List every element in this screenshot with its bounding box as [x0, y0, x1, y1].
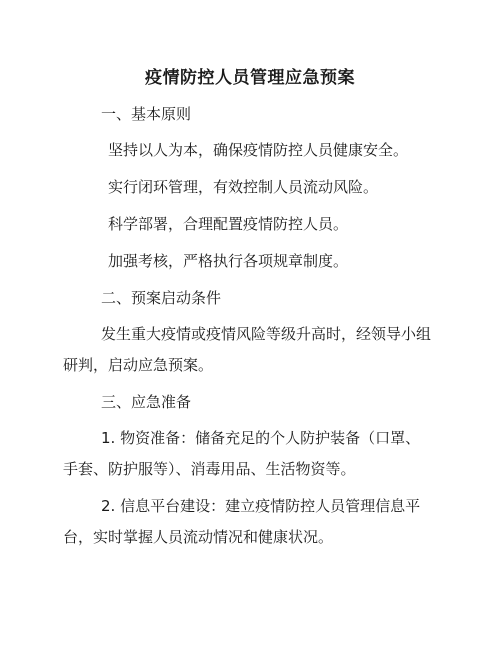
principle-item: 实行闭环管理，有效控制人员流动风险。 — [108, 178, 379, 196]
preparation-item-line: 台，实时掌握人员流动情况和健康状况。 — [63, 528, 334, 546]
section-heading-activation-conditions: 二、预案启动条件 — [101, 289, 222, 307]
section-heading-emergency-preparation: 三、应急准备 — [101, 393, 192, 411]
principle-item: 坚持以人为本，确保疫情防控人员健康安全。 — [108, 141, 409, 159]
section-heading-basic-principles: 一、基本原则 — [101, 105, 192, 123]
activation-paragraph-line: 研判，启动应急预案。 — [63, 356, 214, 374]
activation-paragraph-line: 发生重大疫情或疫情风险等级升高时，经领导小组 — [101, 325, 432, 343]
document-title: 疫情防控人员管理应急预案 — [145, 68, 355, 88]
preparation-item-line: 手套、防护服等）、消毒用品、生活物资等。 — [63, 460, 356, 478]
principle-item: 加强考核，严格执行各项规章制度。 — [108, 252, 349, 270]
preparation-item-line: 1. 物资准备：储备充足的个人防护装备（口罩、 — [101, 429, 421, 447]
principle-item: 科学部署，合理配置疫情防控人员。 — [108, 215, 349, 233]
preparation-item-line: 2. 信息平台建设：建立疫情防控人员管理信息平 — [101, 497, 421, 515]
